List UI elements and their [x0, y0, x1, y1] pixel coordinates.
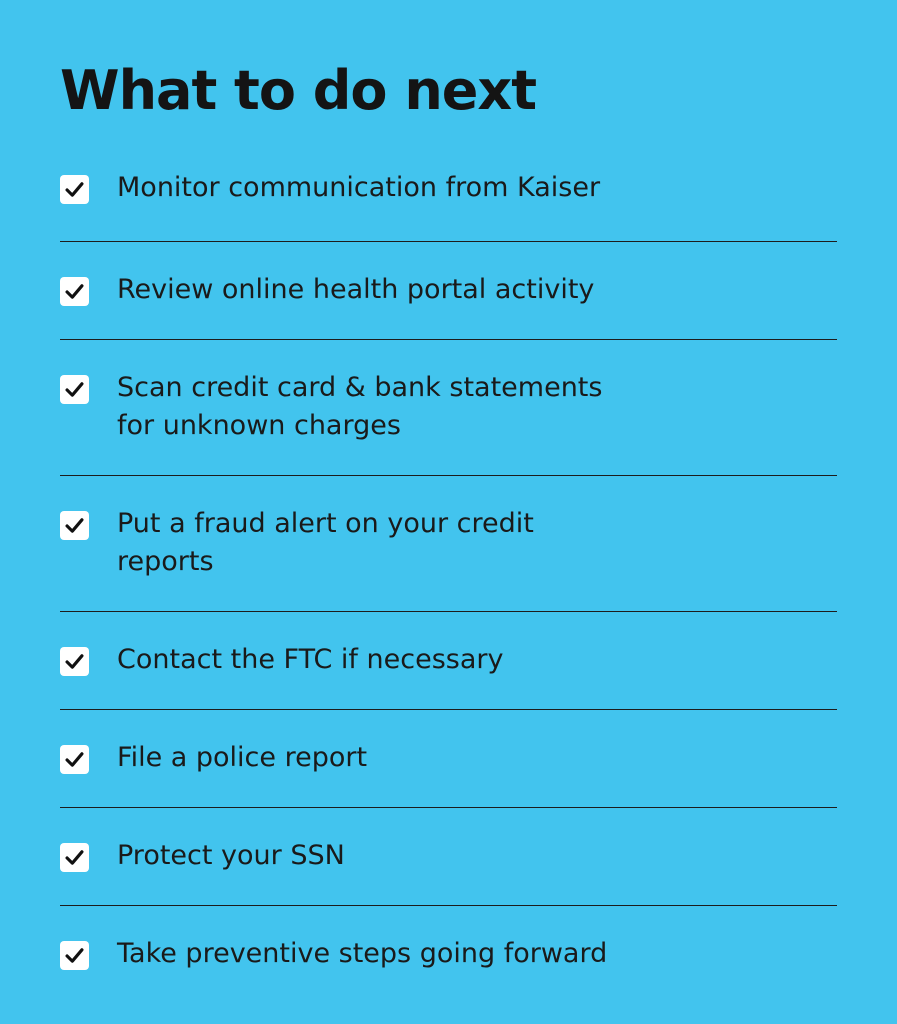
checkbox-checked[interactable]: [60, 745, 89, 774]
checkbox-checked[interactable]: [60, 647, 89, 676]
checklist-item-label: Protect your SSN: [117, 840, 345, 871]
checklist-item: [60, 170, 837, 242]
checklist-item-label: Take preventive steps going forward: [117, 938, 608, 969]
checklist: [60, 170, 837, 1003]
checklist-item-label: Put a fraud alert on your credit reports: [117, 508, 534, 577]
checkbox-checked[interactable]: [60, 843, 89, 872]
checklist-item: [60, 906, 837, 1003]
checklist-item-label: File a police report: [117, 742, 368, 773]
checkbox-checked[interactable]: [60, 175, 89, 204]
checkbox-checked[interactable]: [60, 277, 89, 306]
check-icon: [64, 847, 85, 868]
checklist-item: [60, 340, 837, 476]
checklist-item-label: Review online health portal activity: [117, 274, 595, 305]
check-icon: [64, 281, 85, 302]
checklist-item-label: Monitor communication from Kaiser: [117, 172, 601, 203]
check-icon: [64, 651, 85, 672]
checkbox-checked[interactable]: [60, 375, 89, 404]
check-icon: [64, 179, 85, 200]
checkbox-checked[interactable]: [60, 941, 89, 970]
check-icon: [64, 945, 85, 966]
checklist-item: [60, 808, 837, 906]
checkbox-checked[interactable]: [60, 511, 89, 540]
checklist-item-label: Contact the FTC if necessary: [117, 644, 504, 675]
checklist-item-label: Scan credit card & bank statements for unknown charges: [117, 372, 603, 441]
checklist-item: [60, 242, 837, 340]
checklist-item: [60, 612, 837, 710]
page-title: What to do next: [60, 59, 537, 122]
checklist-item: [60, 476, 837, 612]
checklist-item: [60, 710, 837, 808]
check-icon: [64, 515, 85, 536]
check-icon: [64, 379, 85, 400]
check-icon: [64, 749, 85, 770]
